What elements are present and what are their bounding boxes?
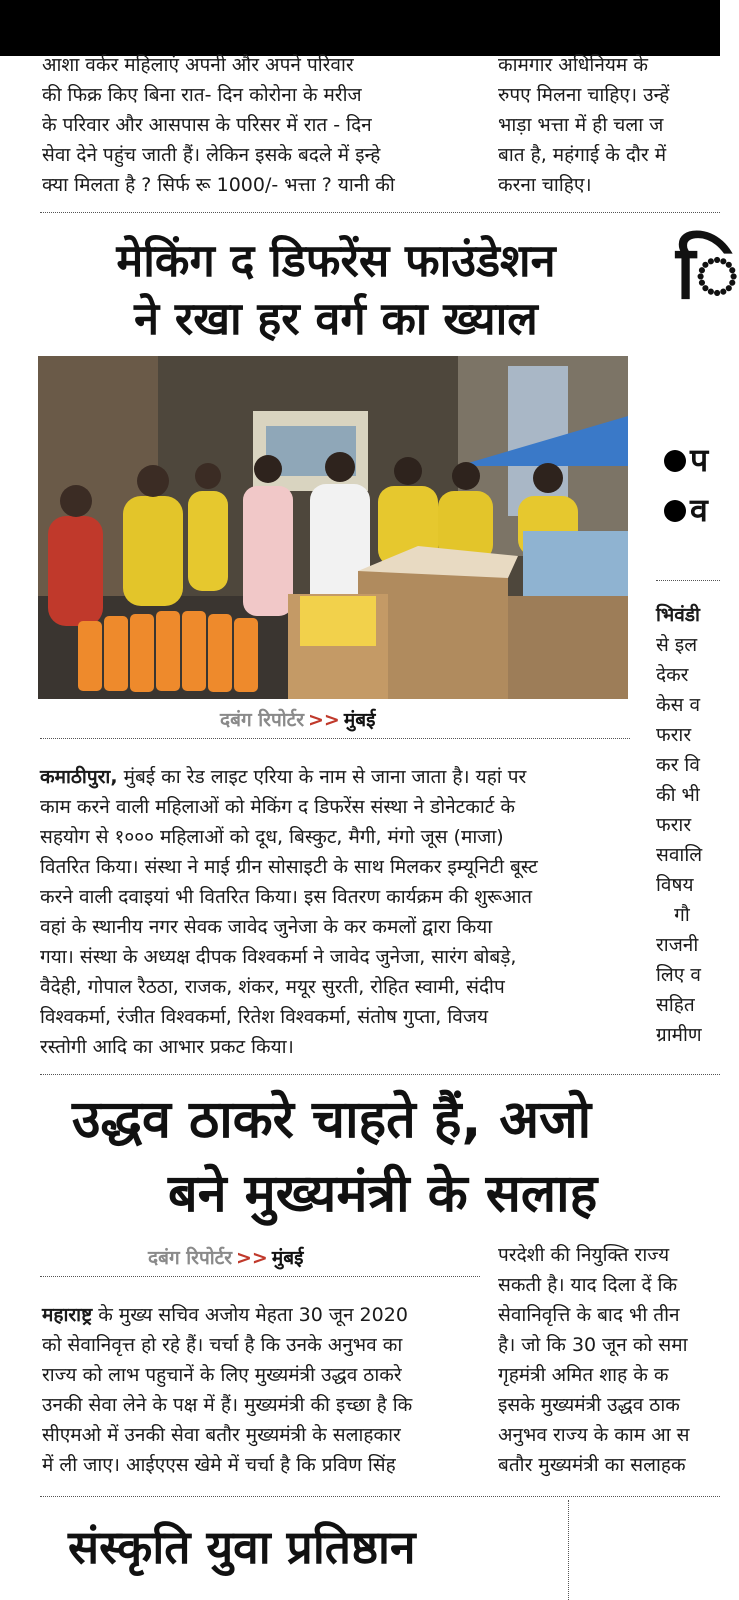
text-line: विषय: [656, 874, 694, 896]
body-line: है। जो कि 30 जून को समा: [498, 1334, 688, 1356]
text-line: की भी: [656, 784, 700, 806]
text-line: ग्रामीण: [656, 1024, 702, 1046]
divider: [40, 738, 630, 739]
text-line: बात है, महंगाई के दौर में: [498, 144, 667, 166]
text-line: आशा वर्कर महिलाएं अपनी और अपने परिवार: [42, 54, 354, 76]
article1-byline: [220, 706, 375, 732]
body-line: विश्वकर्मा, रंजीत विश्वकर्मा, रितेश विश्वकर्मा, संतोष गुप्ता, विजय: [40, 1006, 488, 1028]
article1-photo: [38, 356, 628, 699]
lead-rest: मुंबई का रेड लाइट एरिया के नाम से जाना जाता है। यहां पर: [117, 766, 527, 788]
byline-city: मुंबई: [343, 709, 376, 731]
text-line: के परिवार और आसपास के परिसर में रात - दिन: [42, 114, 372, 136]
body-line: रस्तोगी आदि का आभार प्रकट किया।: [40, 1036, 294, 1058]
article1-headline: [36, 232, 636, 348]
byline-reporter: दबंग रिपोर्टर: [148, 1247, 233, 1269]
top-black-bar: [0, 0, 720, 56]
headline-line: ने रखा हर वर्ग का ख्याल: [134, 292, 538, 345]
body-line: वितरित किया। संस्था ने माई ग्रीन सोसाइटी के साथ मिलकर इम्यूनिटी बूस्ट: [40, 856, 538, 878]
text-line: फरार: [656, 814, 692, 836]
body-line: काम करने वाली महिलाओं को मेकिंग द डिफरेंस संस्था ने डोनेटकार्ट के: [40, 796, 515, 818]
body-line: वैदेही, गोपाल रैठठा, राजक, शंकर, मयूर सुरती, रोहित स्वामी, संदीप: [40, 976, 505, 998]
article3-headline: संस्कृति युवा प्रतिष्ठान: [68, 1520, 416, 1574]
text-line: देकर: [656, 664, 689, 686]
text-line: सेवा देने पहुंच जाती हैं। लेकिन इसके बदले में इन्हे: [42, 144, 381, 166]
article2-left-column: [42, 1300, 482, 1480]
text-line: गौ: [656, 904, 690, 926]
divider: [656, 580, 720, 581]
text-line: फरार: [656, 724, 692, 746]
byline-separator: >>: [308, 709, 340, 731]
bullet-text: प: [690, 441, 709, 479]
bullet-icon: [664, 500, 686, 522]
text-line: राजनी: [656, 934, 699, 956]
body-line: को सेवानिवृत्त हो रहे हैं। चर्चा है कि उनके अनुभव का: [42, 1334, 403, 1356]
divider: [40, 1496, 720, 1497]
right-headline-fragment: ि: [676, 230, 739, 316]
body-line: में ली जाए। आईएएस खेमे में चर्चा है कि प्रविण सिंह: [42, 1454, 396, 1476]
body-line: राज्य को लाभ पहुचानें के लिए मुख्यमंत्री उद्धव ठाकरे: [42, 1364, 402, 1386]
body-line: [40, 762, 635, 792]
text-line: रुपए मिलना चाहिए। उन्हें: [498, 84, 670, 106]
text-line: कर वि: [656, 754, 700, 776]
lead-rest: के मुख्य सचिव अजोय मेहता 30 जून 2020: [92, 1304, 408, 1326]
article2-right-column: [498, 1240, 720, 1480]
lead-word: कमाठीपुरा,: [40, 766, 118, 788]
byline-city: मुंबई: [271, 1247, 304, 1269]
text-line: सहित: [656, 994, 695, 1016]
text-line: भाड़ा भत्ता में ही चला ज: [498, 114, 664, 136]
divider: [40, 212, 720, 213]
body-line: सहयोग से १००० महिलाओं को दूध, बिस्कुट, मैगी, मंगो जूस (माजा): [40, 826, 504, 848]
body-line: वहां के स्थानीय नगर सेवक जावेद जुनेजा के कर कमलों द्वारा किया: [40, 916, 493, 938]
body-line: परदेशी की नियुक्ति राज्य: [498, 1244, 670, 1266]
top-left-column: [42, 50, 472, 200]
text-line: भिवंडी: [656, 604, 700, 626]
article2-byline: [148, 1244, 303, 1270]
text-line: केस व: [656, 694, 701, 716]
text-line: कामगार अधिनियम के: [498, 54, 648, 76]
text-line: करना चाहिए।: [498, 174, 592, 196]
body-line: गया। संस्था के अध्यक्ष दीपक विश्वकर्मा ने जावेद जुनेजा, सारंग बोबड़े,: [40, 946, 517, 968]
text-line: की फिक्र किए बिना रात- दिन कोरोना के मरीज: [42, 84, 362, 106]
headline-line: मेकिंग द डिफरेंस फाउंडेशन: [116, 234, 556, 287]
article2-headline-line1: उद्धव ठाकरे चाहते हैं, अजो: [72, 1090, 592, 1150]
body-line: सेवानिवृत्ति के बाद भी तीन: [498, 1304, 680, 1326]
body-line: अनुभव राज्य के काम आ स: [498, 1424, 690, 1446]
bullet-icon: [664, 450, 686, 472]
byline-separator: >>: [236, 1247, 268, 1269]
article1-body: [40, 762, 635, 1062]
right-column-text: [656, 600, 720, 1050]
body-line: इसके मुख्यमंत्री उद्धव ठाक: [498, 1394, 680, 1416]
divider: [40, 1276, 480, 1277]
body-line: सीएमओ में उनकी सेवा बतौर मुख्यमंत्री के सलाहकार: [42, 1424, 401, 1446]
text-line: क्या मिलता है ? सिर्फ रू 1000/- भत्ता ? यानी की: [42, 174, 395, 196]
body-line: करने वाली दवाइयां भी वितरित किया। इस वितरण कार्यक्रम की शुरूआत: [40, 886, 533, 908]
body-line: [42, 1300, 482, 1330]
body-line: उनकी सेवा लेने के पक्ष में हैं। मुख्यमंत्री की इच्छा है कि: [42, 1394, 413, 1416]
body-line: सकती है। याद दिला दें कि: [498, 1274, 678, 1296]
lead-word: महाराष्ट्र: [42, 1304, 93, 1326]
divider: [40, 1074, 720, 1075]
photo-illustration: [38, 356, 628, 699]
body-line: बतौर मुख्यमंत्री का सलाहक: [498, 1454, 686, 1476]
body-line: गृहमंत्री अमित शाह के क: [498, 1364, 669, 1386]
text-line: लिए व: [656, 964, 701, 986]
text-line: से इल: [656, 634, 698, 656]
byline-reporter: दबंग रिपोर्टर: [220, 709, 305, 731]
bullet-text: व: [690, 491, 708, 529]
text-line: सवालि: [656, 844, 703, 866]
column-divider: [568, 1500, 569, 1600]
article2-headline-line2: बने मुख्यमंत्री के सलाह: [168, 1164, 598, 1224]
top-right-column: [498, 50, 720, 200]
